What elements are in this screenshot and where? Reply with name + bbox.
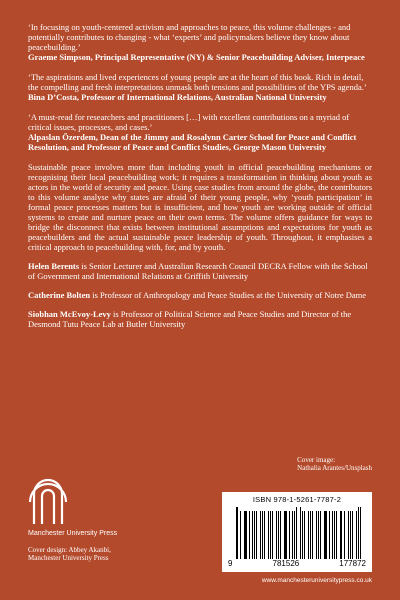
quote-attribution: Alpaslan Özerdem, Dean of the Jimmy and Rosalynn Carter School for Peace and Conflict Resolution, and Professor of Peace and Conflict Studies, George Mason University (28, 132, 357, 152)
cover-image-credit (297, 456, 372, 472)
barcode-bars (236, 507, 364, 559)
editor-bio-text: is Senior Lecturer and Australian Research Council DECRA Fellow with the School of Government and International Relations at Griffith University (28, 261, 368, 281)
barcode-digit-group: 781526 (272, 559, 300, 568)
barcode-stripe (292, 511, 293, 559)
barcode-stripe (360, 507, 361, 559)
barcode-stripe (278, 511, 279, 559)
barcode-digit-group: 177872 (339, 559, 366, 568)
footer-area (0, 456, 400, 600)
barcode-stripe (260, 511, 261, 559)
barcode-stripe (308, 511, 309, 559)
editor-bio-text: is Professor of Anthropology and Peace Studies at the University of Notre Dame (90, 290, 367, 300)
isbn-text: ISBN 978-1-5261-7787-2 (252, 495, 342, 504)
quote-text: ‘In focusing on youth-centered activism and approaches to peace, this volume challenges - and potentially contributes to changing - what ‘experts’ and policymakers believe they know about peacebuilding.’ (28, 22, 351, 52)
editor-bio (28, 290, 372, 300)
barcode-stripe (341, 511, 342, 559)
barcode-digits (228, 559, 366, 569)
barcode-stripe (334, 511, 335, 559)
barcode-stripe (312, 511, 313, 559)
quote-attribution: Graeme Simpson, Principal Representative (NY) & Senior Peacebuilding Adviser, Interpeace (28, 52, 365, 62)
editor-name: Siobhan McEvoy-Levy (28, 309, 111, 319)
barcode-stripe (325, 511, 326, 559)
cover-design-credit (28, 546, 111, 562)
cover-design-line: Cover design: Abbey Akanbi, (28, 546, 111, 554)
quote-text: ‘A must-read for researchers and practitioners […] with excellent contributions on a myriad of critical issues, processes, and cases.’ (28, 112, 350, 132)
publisher-website: www.manchesteruniversitypress.co.uk (261, 577, 372, 584)
barcode-stripe (245, 511, 246, 559)
barcode-stripe (348, 511, 349, 559)
barcode-stripe (264, 511, 265, 559)
editor-bio (28, 309, 372, 329)
endorsement-quote (28, 112, 372, 152)
publisher-name: Manchester University Press (28, 530, 118, 537)
cover-design-line: Manchester University Press (28, 554, 109, 562)
barcode-stripe (237, 507, 238, 559)
barcode-stripe (285, 511, 286, 559)
barcode-panel (222, 492, 372, 572)
quote-text: ‘The aspirations and lived experiences of young people are at the heart of this book. Rich in detail, the compelling and fresh interpretations unmask both tensions and possibilities of the YPS agenda.’ (28, 72, 367, 92)
endorsement-quote (28, 22, 372, 62)
editor-bio-text: is Professor of Political Science and Peace Studies and Director of the Desmond Tutu Peace Lab at Butler University (28, 309, 352, 329)
barcode-stripe (356, 511, 357, 559)
editor-name: Helen Berents (28, 261, 80, 271)
book-description: Sustainable peace involves more than including youth in official peacebuilding mechanisms or recognising their local peacebuilding work; it requires a transformation in thinking about youth as actors in the world of security and peace. Using case studies from around the globe, the contributors to this volume analyse why states are afraid of their young people, why ‘youth participation’ in formal peace processes matters but is insufficient, and how youth are working outside of official systems to create and nurture peace on their own terms. The volume offers guidance for ways to bridge the disconnect that exists between institutional assumptions and expectations for youth as peacebuilders and the actual sustainable peace leadership of youth. Throughout, it emphasises a critical approach to peacebuilding with, for, and by youth. (28, 162, 372, 252)
editor-bio (28, 261, 372, 281)
barcode-digit-group: 9 (228, 559, 233, 568)
barcode-stripe (300, 507, 301, 559)
quote-attribution: Bina D’Costa, Professor of International Relations, Australian National University (28, 92, 327, 102)
barcode-stripe (272, 511, 273, 559)
publisher-logo-icon (28, 474, 68, 526)
endorsement-quote (28, 72, 372, 102)
cover-image-line: Cover image: (297, 456, 336, 464)
barcode-stripe (320, 511, 321, 559)
barcode-stripe (252, 511, 253, 559)
editor-name: Catherine Bolten (28, 290, 91, 300)
cover-image-line: Nathalia Arantes/Unsplash (297, 464, 372, 472)
